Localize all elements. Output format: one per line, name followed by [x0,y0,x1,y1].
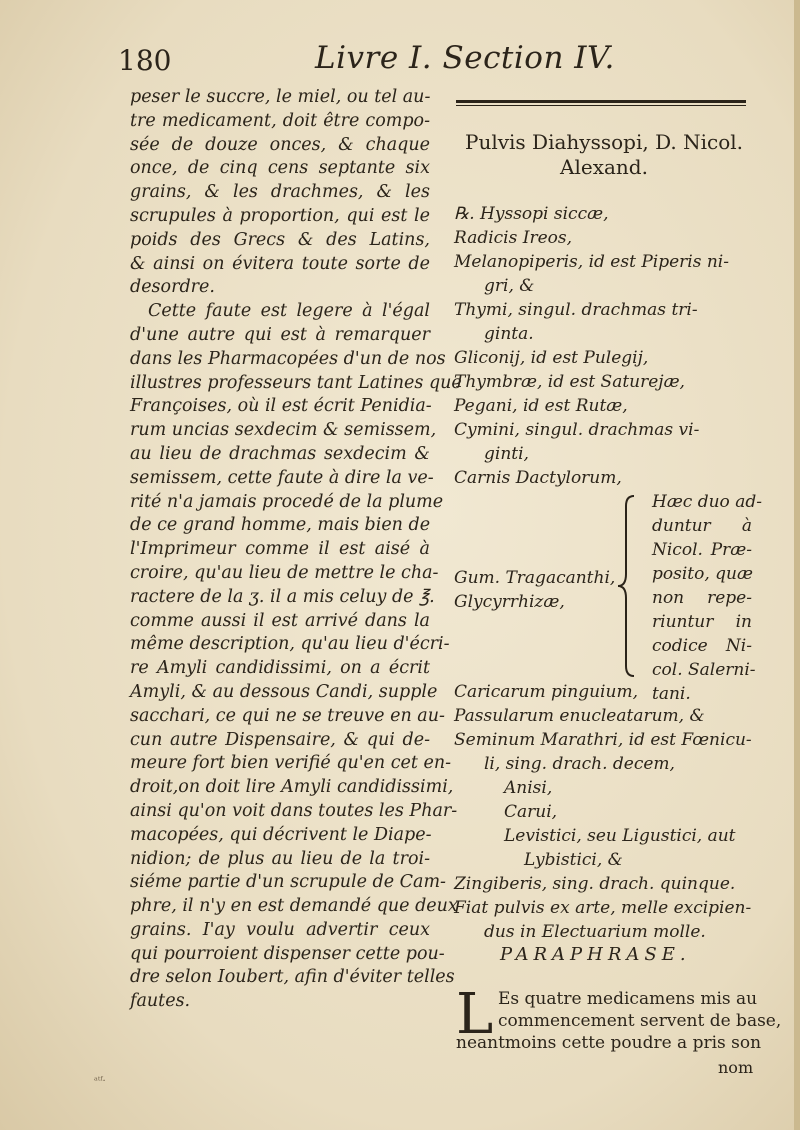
ingredient-line: Gliconij, id est Pulegij, [454,348,649,368]
text-line: Cette faute est legere à l'égal [148,301,430,322]
text-line: scrupules à proportion, qui est le [130,205,430,226]
ingredient-line: Carui, [504,802,558,822]
text-line: peser le succre, le miel, ou tel au- [130,87,431,107]
ingredient-line: Fiat pulvis ex arte, melle excipien- [454,898,752,918]
text-line: illustres professeurs tant Latines que [130,372,462,393]
text-line: l'Imprimeur comme il est aisé à [130,539,430,560]
ingredient-line: Passularum enucleatarum, & [454,706,705,726]
ingredient-line: Gum. Tragacanthi, [454,568,616,588]
ingredient-line: li, sing. drach. decem, [484,754,675,774]
catchword: nom [718,1058,754,1077]
note-line: Hæc duo ad- [652,492,762,512]
curly-brace-icon [614,494,644,678]
ingredient-line: Melanopiperis, id est Piperis ni- [454,252,729,272]
text-line: once, de cinq cens septante six [130,158,430,179]
ingredient-line: Seminum Marathri, id est Fœnicu- [454,730,752,750]
text-line: macopées, qui décrivent le Diape- [130,824,432,845]
ingredient-line: Carnis Dactylorum, [454,468,622,488]
note-line: non repe- [652,588,752,608]
text-line: cun autre Dispensaire, & qui de- [130,729,430,750]
ingredient-line: Caricarum pinguium, [454,682,638,702]
note-line: riuntur in [652,612,752,632]
ingredient-line: Radicis Ireos, [454,228,572,248]
header-rule [456,100,746,106]
text-line: tre medicament, doit être compo- [130,110,430,131]
running-title: Livre I. Section IV. [315,40,615,76]
marginal-mark: ᵃᵗᶠ· [94,1076,106,1087]
text-line: phre, il n'y en est demandé que deux [130,896,458,917]
text-line: droit,on doit lire Amyli candidissimi, [130,777,454,798]
ingredient-line: Cymini, singul. drachmas vi- [454,420,700,440]
text-line: grains. I'ay voulu advertir ceux [130,919,430,940]
text-line: sée de douze onces, & chaque [130,134,430,155]
paraphrase-heading: PARAPHRASE. [500,944,691,965]
ingredient-line: dus in Electuarium molle. [484,922,706,942]
text-line: même description, qu'au lieu d'écri- [130,634,450,655]
text-line: Amyli, & au dessous Candi, supple [130,681,438,702]
recipe-title-line: Alexand. [560,155,648,179]
recipe-title [454,130,754,180]
text-line: siéme partie d'un scrupule de Cam- [130,872,446,893]
ingredient-line: Anisi, [504,778,553,798]
ingredient-line: Zingiberis, sing. drach. quinque. [454,874,736,894]
recipe-title-line: Pulvis Diahyssopi, D. Nicol. [465,130,743,154]
text-line: ractere de la ʒ. il a mis celuy de ℥. [130,586,435,607]
body-line: neantmoins cette poudre a pris son [456,1033,762,1053]
text-line: nidion; de plus au lieu de la troi- [130,848,430,869]
text-line: poids des Grecs & des Latins, [130,229,430,250]
text-line: comme aussi il est arrivé dans la [130,610,430,631]
text-line: croire, qu'au lieu de mettre le cha- [130,562,439,583]
ingredient-line: Thymi, singul. drachmas tri- [454,300,698,320]
text-line: desordre. [130,277,215,298]
text-line: rité n'a jamais procedé de la plume [130,491,444,512]
text-line: de ce grand homme, mais bien de [130,515,431,536]
left-column [130,86,462,1014]
ingredient-line: ginta. [484,324,534,344]
text-line: & ainsi on évitera toute sorte de [130,253,430,274]
text-line: semissem, cette faute à dire la ve- [130,467,434,488]
ingredient-line: ℞. Hyssopi siccæ, [454,204,609,224]
ingredient-line: Levistici, seu Ligustici, aut [504,826,736,846]
text-line: fautes. [130,991,191,1012]
text-line: rum uncias sexdecim & semissem, [130,420,437,441]
text-line: grains, & les drachmes, & les [130,182,430,203]
ingredient-line: gri, & [484,276,535,296]
ingredient-line: Thymbræ, id est Saturejæ, [454,372,685,392]
note-line: tani. [652,684,691,704]
note-line: duntur à [652,516,752,536]
text-line: sacchari, ce qui ne se treuve en au- [130,705,445,726]
note-line: Nicol. Præ- [652,540,752,560]
drop-cap: L [456,982,494,1047]
right-column [454,100,762,944]
ingredient-line: ginti, [484,444,529,464]
page-edge [794,0,800,1130]
text-line: Françoises, où il est écrit Penidia- [130,396,432,417]
ingredient-line: Pegani, id est Rutæ, [454,396,628,416]
note-line: posito, quæ [652,564,753,584]
text-line: qui pourroient dispenser cette pou- [130,943,445,964]
text-line: dans les Pharmacopées d'un de nos [130,348,446,369]
text-line: re Amyli candidissimi, on a écrit [130,658,430,679]
body-line: commencement servent de base, [498,1011,782,1031]
note-line: col. Salerni- [652,660,756,680]
text-line: au lieu de drachmas sexdecim & [130,443,430,464]
text-line: dre selon Ioubert, afin d'éviter telles [130,967,455,988]
ingredient-line: Lybistici, & [524,850,623,870]
brace-note [652,490,762,706]
recipe-ingredients [454,202,762,944]
page-number: 180 [118,44,172,77]
note-line: codice Ni- [652,636,752,656]
text-line: d'une autre qui est à remarquer [130,324,430,345]
braced-ingredients [454,566,614,614]
body-line: Es quatre medicamens mis au [498,989,758,1009]
ingredient-line: Glycyrrhizæ, [454,592,565,612]
text-line: ainsi qu'on voit dans toutes les Phar- [130,800,458,821]
text-line: meure fort bien verifié qu'en cet en- [130,753,452,774]
paraphrase-body [456,982,782,1054]
